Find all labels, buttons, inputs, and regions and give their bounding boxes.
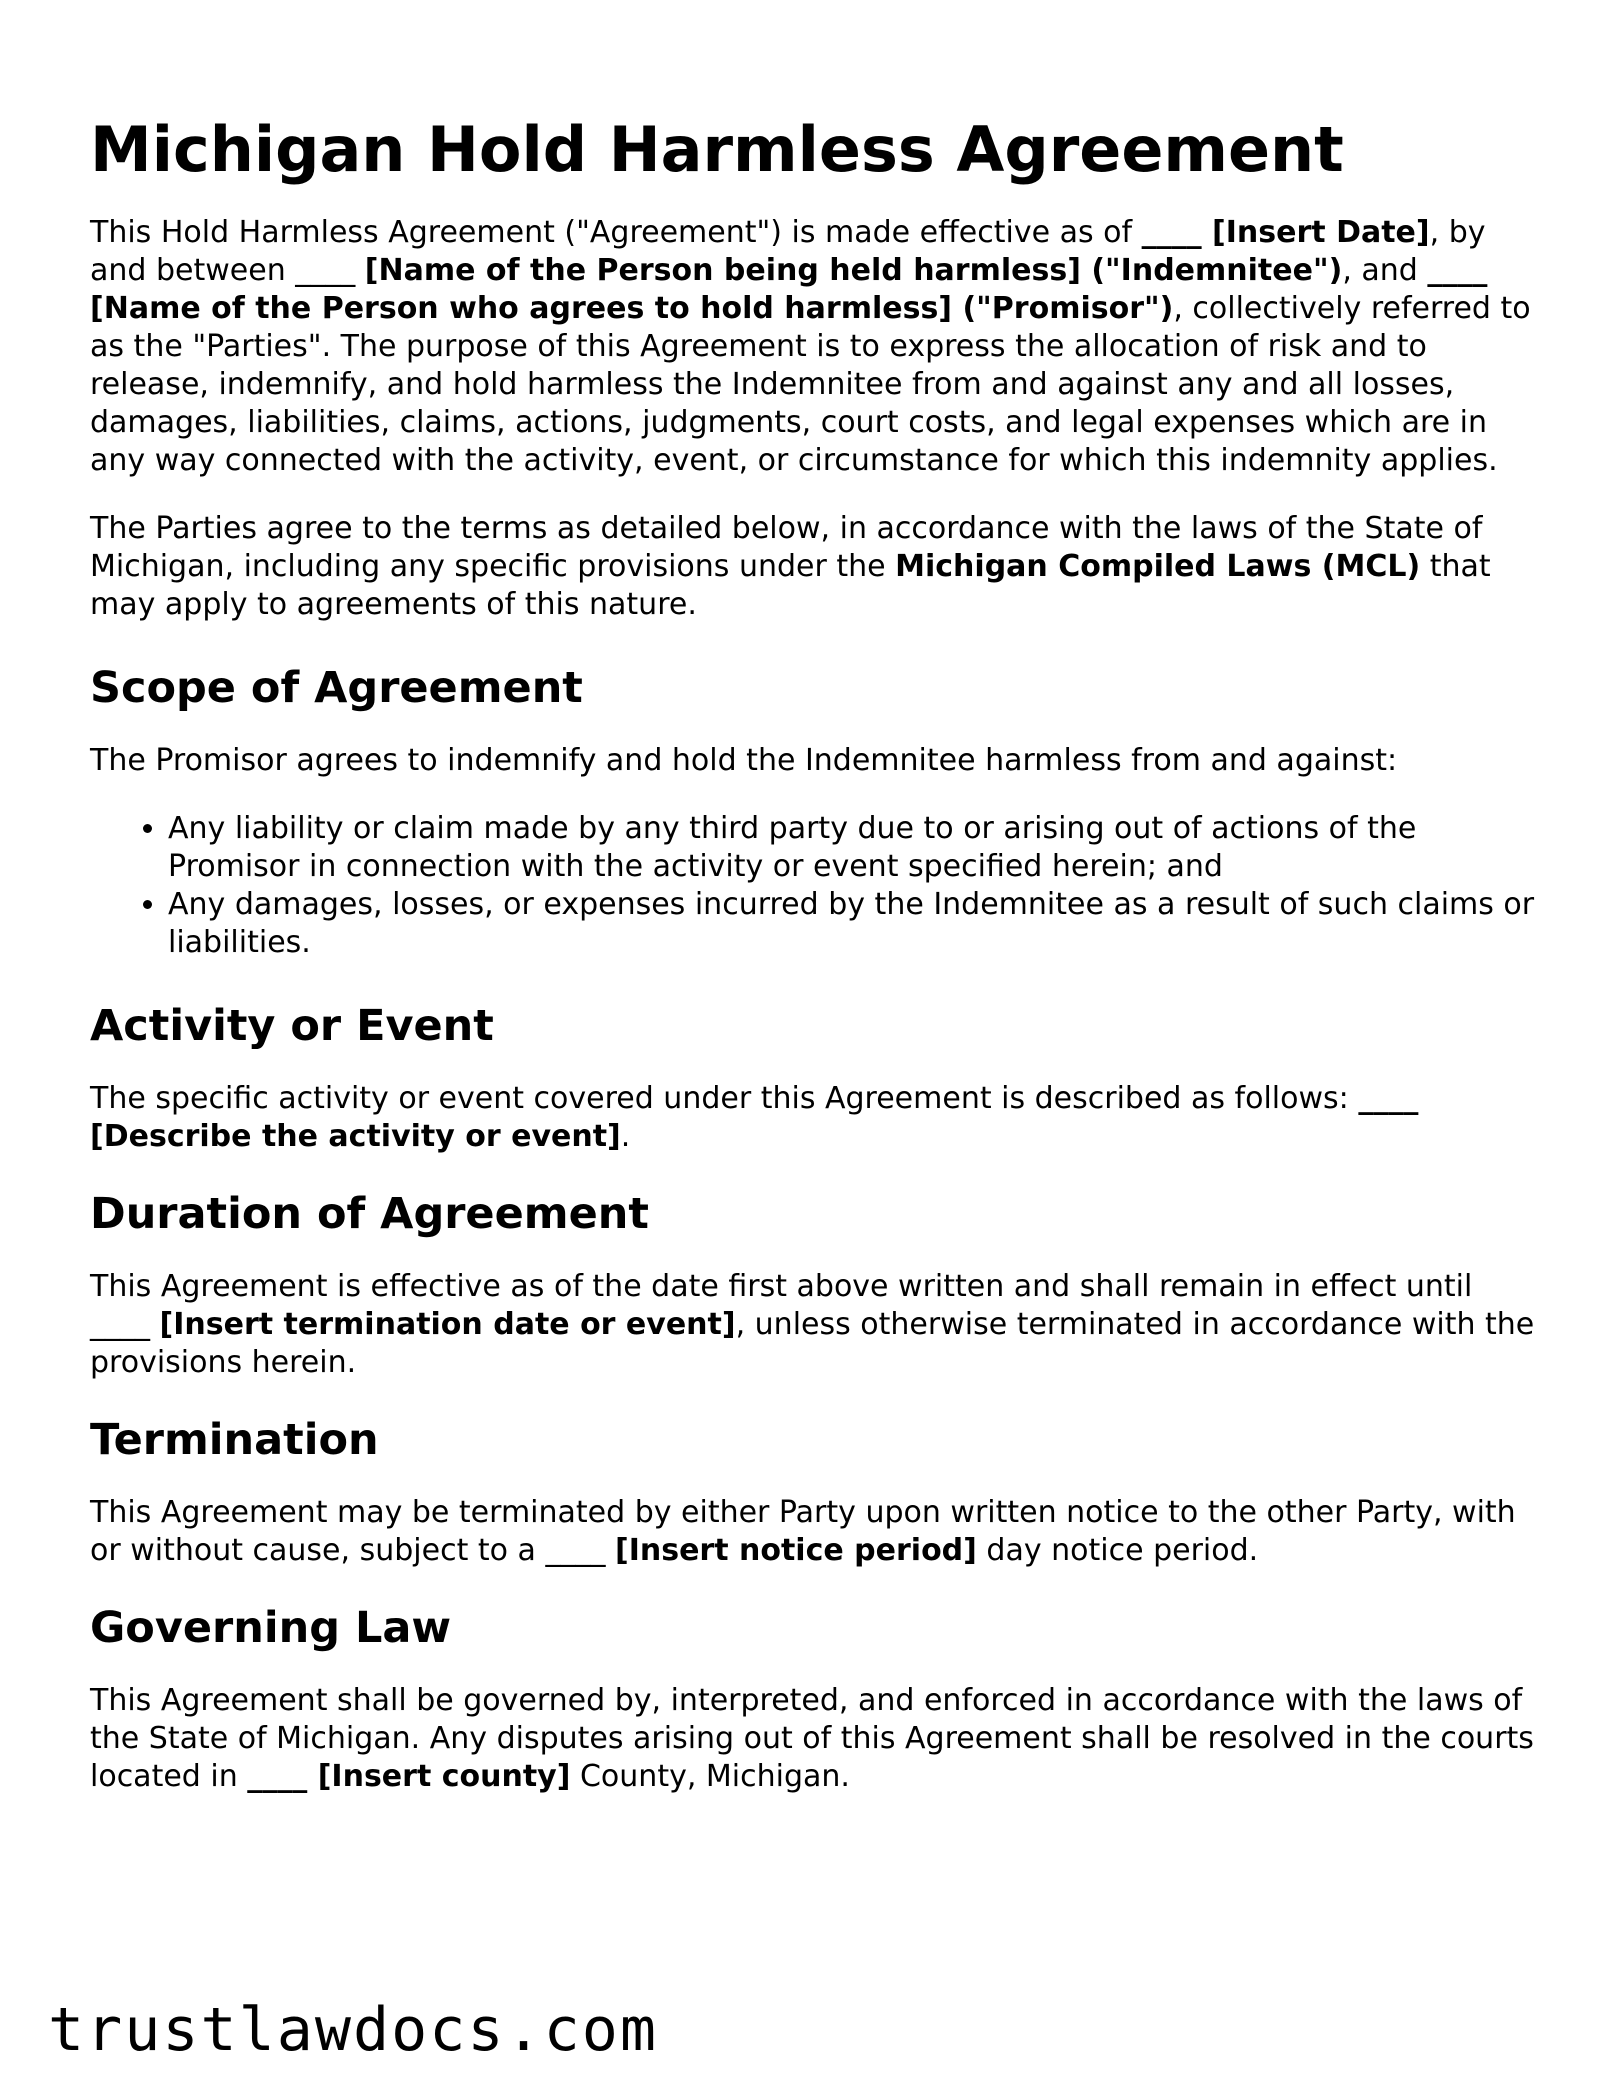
promisor-placeholder: ____ [Name of the Person who agrees to hold harmless] ("Promisor") [90, 253, 1488, 326]
termination-heading: Termination [90, 1415, 379, 1465]
activity-paragraph [90, 1080, 1540, 1156]
parties-paragraph [90, 510, 1540, 624]
scope-heading: Scope of Agreement [90, 663, 583, 713]
scope-list-item: • Any liability or claim made by any third party due to or arising out of actions of the Promisor in connection with the activity or event specified herein; and [168, 810, 1540, 886]
date-placeholder: ____ [Insert Date] [1141, 215, 1430, 250]
intro-text-4: , collectively referred to as the "Parties". The purpose of this Agreement is to express the allocation of risk and to release, indemnify, and hold harmless the Indemnitee from and against any and all losses, damages, liabilities, claims, actions, judgments, court costs, and legal expenses which are in any way connected with the activity, event, or circumstance for which this indemnity applies. [90, 291, 1531, 478]
scope-list-item: • Any damages, losses, or expenses incurred by the Indemnitee as a result of such claims or liabilities. [168, 886, 1540, 962]
duration-text-1: This Agreement is effective as of the date first above written and shall remain in effect until [90, 1269, 1473, 1304]
scope-list [90, 810, 1540, 962]
intro-text-3: , and [1342, 253, 1428, 288]
mcl-reference: Michigan Compiled Laws (MCL) [895, 549, 1421, 584]
notice-blank-line: ____ [545, 1533, 606, 1568]
notice-period-placeholder: [Insert notice period] [614, 1533, 977, 1568]
indemnitee-placeholder: [Name of the Person being held harmless] ("Indemnitee") [364, 253, 1343, 288]
document-title: Michigan Hold Harmless Agreement [90, 113, 1344, 186]
governing-law-text-1: This Agreement shall be governed by, interpreted, and enforced in accordance with the laws of the State of Michigan. Any disputes arising out of this Agreement shall be resolved in the courts located in [90, 1683, 1534, 1794]
activity-placeholder: ____ [Describe the activity or event] [90, 1081, 1419, 1154]
parties-text-2: that may apply to agreements of this nature. [90, 549, 1491, 622]
intro-text-2: , by and between [90, 215, 1486, 288]
document-page [90, 112, 1540, 1826]
duration-text-2: , unless otherwise terminated in accordance with the provisions herein. [90, 1307, 1535, 1380]
duration-paragraph [90, 1268, 1540, 1382]
activity-text-1: The specific activity or event covered under this Agreement is described as follows: [90, 1081, 1359, 1116]
governing-law-heading: Governing Law [90, 1603, 452, 1653]
activity-heading: Activity or Event [90, 1001, 494, 1051]
intro-text-1: This Hold Harmless Agreement ("Agreement") is made effective as of [90, 215, 1142, 250]
termination-paragraph [90, 1494, 1540, 1570]
duration-blank-line: ____ [90, 1307, 150, 1342]
county-placeholder: ____ [Insert county] [247, 1759, 571, 1794]
governing-law-paragraph [90, 1682, 1540, 1796]
watermark: trustlawdocs.com [48, 1995, 658, 2065]
duration-heading: Duration of Agreement [90, 1189, 649, 1239]
termination-text-1: This Agreement may be terminated by either Party upon written notice to the other Party, with or without cause, subject to a [90, 1495, 1516, 1568]
activity-text-2: . [620, 1119, 631, 1154]
scope-text: The Promisor agrees to indemnify and hold the Indemnitee harmless from and against: [90, 743, 1398, 778]
indemnitee-blank-line: ____ [295, 253, 356, 288]
intro-paragraph [90, 214, 1540, 480]
termination-text-2: day notice period. [976, 1533, 1259, 1568]
governing-law-text-2: County, Michigan. [570, 1759, 850, 1794]
termination-date-placeholder: [Insert termination date or event] [159, 1307, 736, 1342]
parties-text-1: The Parties agree to the terms as detailed below, in accordance with the laws of the State of Michigan, including any specific provisions under the [90, 511, 1483, 584]
